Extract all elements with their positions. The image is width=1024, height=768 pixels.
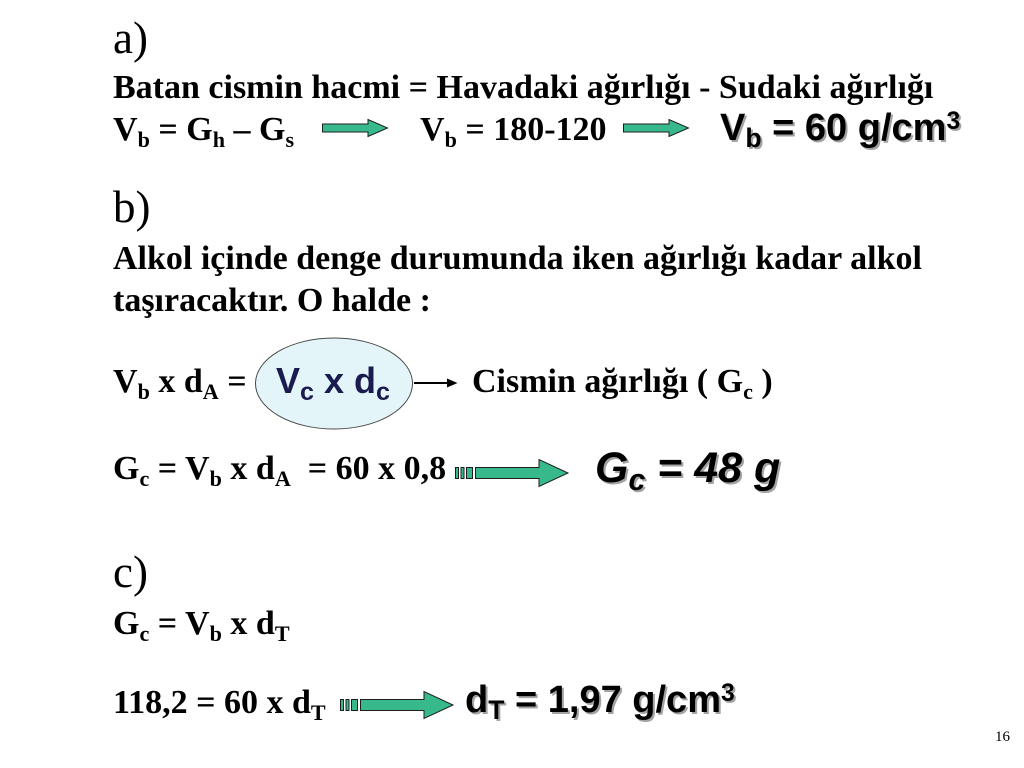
- part-a-volume-formula: [113, 111, 295, 152]
- arrow-stripe: [461, 468, 464, 479]
- part-b-statement-line1: Alkol içinde denge durumunda iken ağırlığı kadar alkol: [113, 240, 922, 277]
- part-a-label: a): [113, 13, 148, 63]
- formula-subscript: b: [137, 378, 150, 404]
- right-arrow-icon: [623, 119, 689, 137]
- part-b-statement-line2: taşıracaktır. O halde :: [113, 282, 431, 319]
- formula-term: G: [113, 450, 140, 487]
- part-c-formula: [113, 605, 290, 646]
- result-superscript: 3: [720, 679, 735, 707]
- formula-term: x d: [221, 450, 275, 487]
- right-arrow-icon: [322, 119, 388, 137]
- result-superscript: 3: [946, 107, 961, 135]
- formula-subscript: A: [274, 465, 291, 491]
- part-b-highlighted-meaning: [472, 363, 773, 404]
- formula-term: = 180-120: [456, 111, 607, 148]
- part-c-substitution: [113, 684, 326, 725]
- striped-arrow-icon: [340, 691, 454, 719]
- formula-term: = 60 x 0,8: [290, 450, 447, 487]
- part-b-highlighted-term: [276, 360, 391, 407]
- formula-subscript: T: [310, 699, 326, 725]
- formula-term: V: [420, 111, 445, 148]
- formula-subscript: c: [743, 378, 753, 404]
- result-term: d: [465, 679, 489, 721]
- arrow-stripe: [467, 468, 473, 479]
- result-term: = 1,97 g/cm: [504, 679, 721, 721]
- part-b-label: b): [113, 182, 151, 232]
- formula-term: V: [113, 363, 138, 400]
- arrow-shape: [476, 460, 569, 487]
- result-term: G: [595, 444, 629, 492]
- formula-term: x d: [314, 360, 377, 401]
- arrow-stripe: [341, 700, 344, 711]
- arrow-stripe: [352, 700, 358, 711]
- result-subscript: b: [745, 123, 762, 154]
- formula-subscript: c: [139, 465, 150, 491]
- part-b-calculation: [113, 450, 447, 491]
- formula-term: x d: [221, 605, 275, 642]
- formula-term: G: [113, 605, 140, 642]
- formula-subscript: s: [285, 126, 295, 152]
- formula-subscript: h: [212, 126, 225, 152]
- formula-term: 118,2 = 60 x d: [113, 684, 311, 721]
- formula-term: = G: [149, 111, 213, 148]
- page-number: 16: [995, 729, 1010, 745]
- arrow-stripe: [346, 700, 349, 711]
- formula-subscript: b: [137, 126, 150, 152]
- formula-subscript: c: [376, 378, 391, 407]
- formula-subscript: c: [139, 620, 150, 646]
- part-a-result: [720, 107, 961, 154]
- part-c-label: c): [113, 547, 148, 597]
- result-term: = 48 g: [645, 444, 781, 492]
- formula-term: = V: [149, 605, 210, 642]
- arrow-shape: [624, 120, 689, 137]
- striped-arrow-icon: [455, 459, 569, 487]
- arrow-stripe: [456, 468, 459, 479]
- formula-term: =: [218, 363, 247, 400]
- part-c-result: [465, 679, 735, 726]
- part-a-substitution: [420, 111, 607, 152]
- arrow-shape: [361, 692, 454, 719]
- result-term: V: [720, 107, 746, 149]
- part-b-equilibrium-lhs: [113, 363, 247, 404]
- pointer-arrow-icon: [414, 377, 458, 389]
- formula-subscript: A: [202, 378, 219, 404]
- arrow-shape: [323, 120, 388, 137]
- formula-term: Cismin ağırlığı ( G: [472, 363, 744, 400]
- formula-term: ): [752, 363, 773, 400]
- arrow-head: [447, 379, 458, 388]
- formula-term: V: [276, 360, 301, 401]
- part-a-statement: Batan cismin hacmi = Havadaki ağırlığı - Sudaki ağırlığı: [113, 69, 934, 106]
- result-subscript: c: [628, 464, 646, 498]
- result-subscript: T: [488, 695, 505, 726]
- result-term: = 60 g/cm: [761, 107, 947, 149]
- formula-subscript: c: [300, 378, 315, 407]
- formula-term: x d: [149, 363, 203, 400]
- formula-subscript: b: [209, 465, 222, 491]
- formula-subscript: b: [444, 126, 457, 152]
- formula-term: V: [113, 111, 138, 148]
- formula-term: = V: [149, 450, 210, 487]
- formula-subscript: b: [209, 620, 222, 646]
- formula-term: – G: [224, 111, 286, 148]
- part-b-result: [595, 444, 781, 498]
- formula-subscript: T: [274, 620, 290, 646]
